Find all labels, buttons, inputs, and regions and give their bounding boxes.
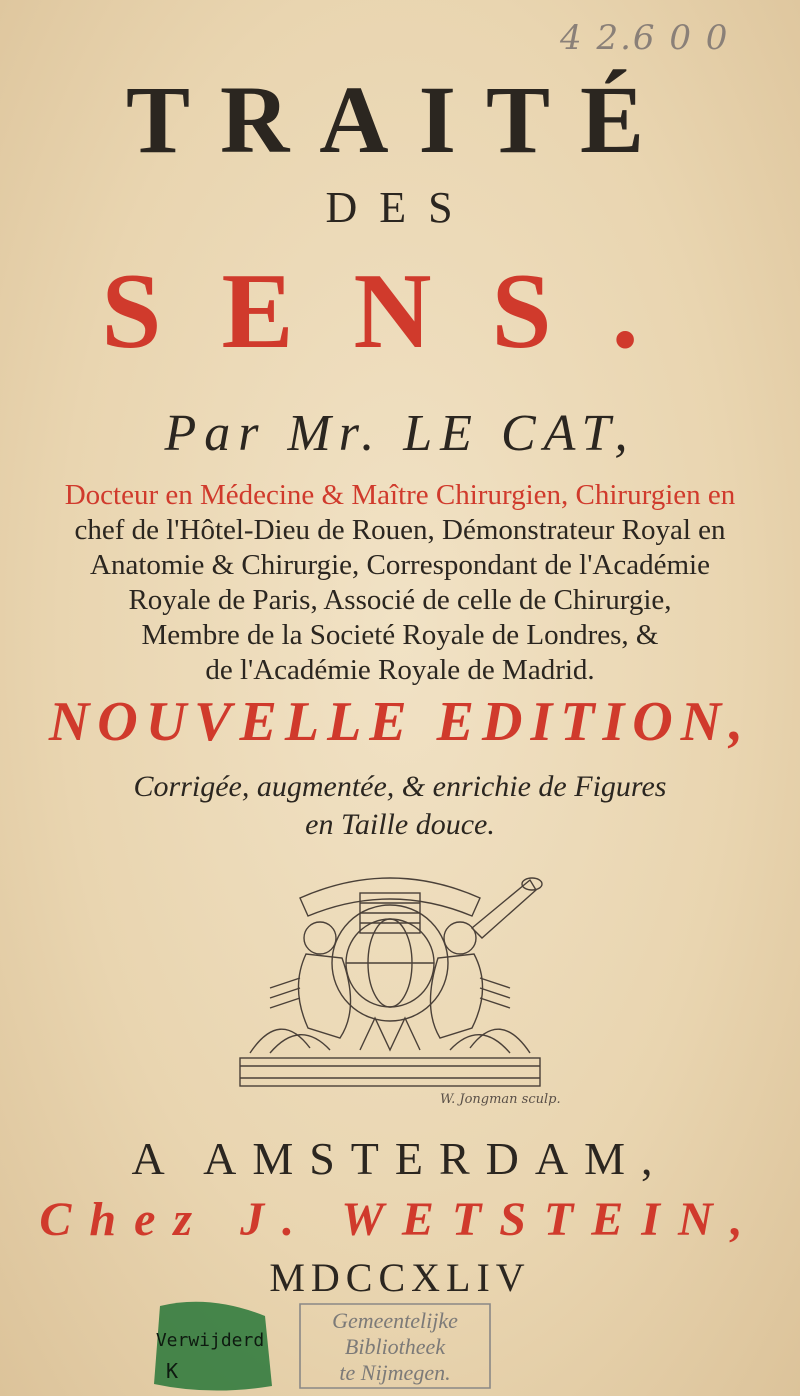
library-stamp-withdrawn	[140, 1296, 280, 1396]
qualification-line: chef de l'Hôtel-Dieu de Rouen, Démonstrateur Royal en	[74, 514, 726, 546]
qualification-line: Anatomie & Chirurgie, Correspondant de l'Académie	[90, 549, 710, 581]
svg-text:Verwijderd: Verwijderd	[155, 1330, 265, 1351]
edition-subtitle: Corrigée, augmentée, & enrichie de Figures	[133, 770, 667, 803]
edition-heading: NOUVELLE EDITION,	[48, 691, 752, 753]
imprint-year: MDCCXLIV	[269, 1255, 531, 1300]
qualification-line: Royale de Paris, Associé de celle de Chirurgie,	[128, 584, 672, 616]
edition-subtitle: en Taille douce.	[305, 808, 495, 841]
title-des: DES	[325, 183, 475, 232]
title-traite: TRAITÉ	[125, 66, 675, 173]
author-line: Par Mr. LE CAT,	[164, 405, 636, 462]
qualification-line: Membre de la Societé Royale de Londres, &	[141, 619, 659, 651]
svg-text:te Nijmegen.: te Nijmegen.	[339, 1360, 451, 1385]
engraver-signature: W. Jongman sculp.	[440, 1092, 561, 1107]
qualification-line: Docteur en Médecine & Maître Chirurgien, Chirurgien en	[64, 479, 736, 511]
svg-text:K: K	[165, 1359, 179, 1383]
title-sens: SENS.	[101, 252, 699, 371]
engraved-vignette	[210, 838, 570, 1108]
qualification-line: de l'Académie Royale de Madrid.	[205, 654, 595, 686]
imprint-place: A AMSTERDAM,	[131, 1133, 669, 1184]
library-stamp-nijmegen	[290, 1296, 500, 1396]
shelfmark-number: 4 2.6 0 0	[560, 18, 730, 58]
svg-text:Bibliotheek: Bibliotheek	[344, 1334, 446, 1359]
svg-text:Gemeentelijke: Gemeentelijke	[332, 1308, 458, 1333]
imprint-publisher: Chez J. WETSTEIN,	[39, 1193, 761, 1246]
